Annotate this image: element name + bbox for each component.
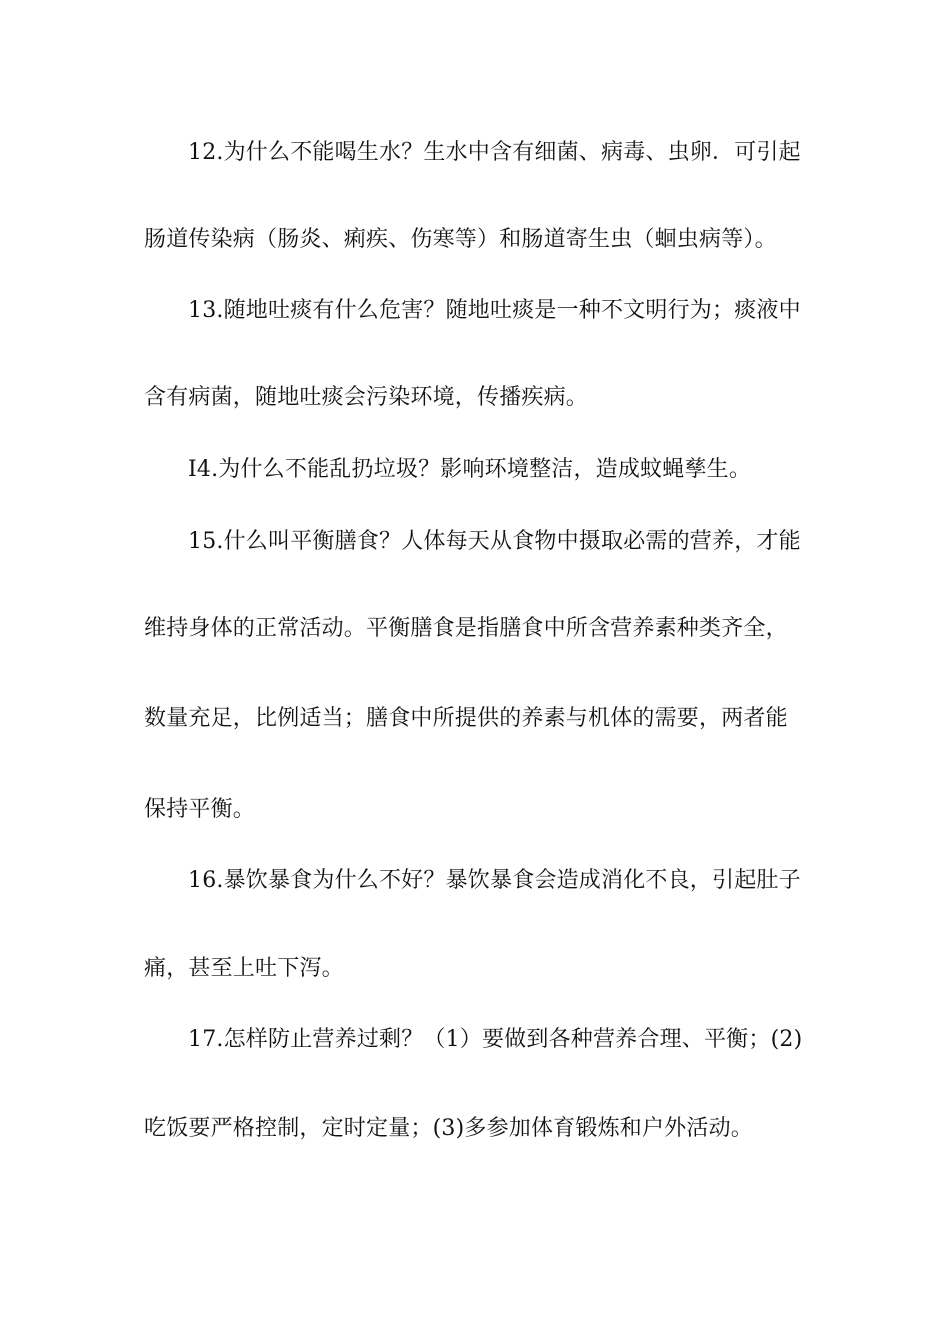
item-12-line-2: 肠道传染病（肠炎、痢疾、伤寒等）和肠道寄生虫（蛔虫病等）。 bbox=[144, 227, 777, 252]
item-17-line-1: 17.怎样防止营养过剩？（1）要做到各种营养合理、平衡；(2) bbox=[188, 1027, 803, 1052]
item-15-line-3: 数量充足，比例适当；膳食中所提供的养素与机体的需要，两者能 bbox=[144, 706, 788, 731]
item-15-line-1: 15.什么叫平衡膳食？人体每天从食物中摄取必需的营养，才能 bbox=[188, 529, 801, 554]
item-16-line-1: 16.暴饮暴食为什么不好？暴饮暴食会造成消化不良，引起肚子 bbox=[188, 868, 801, 893]
item-13-line-2: 含有病菌，随地吐痰会污染环境，传播疾病。 bbox=[144, 385, 589, 410]
item-12-line-1: 12.为什么不能喝生水？生水中含有细菌、病毒、虫卵．可引起 bbox=[188, 140, 801, 165]
item-15-line-2: 维持身体的正常活动。平衡膳食是指膳食中所含营养素种类齐全， bbox=[144, 616, 788, 641]
item-15-line-4: 保持平衡。 bbox=[144, 797, 256, 822]
item-13-line-1: 13.随地吐痰有什么危害？随地吐痰是一种不文明行为；痰液中 bbox=[188, 298, 801, 323]
item-14-line-1: I4.为什么不能乱扔垃圾？影响环境整洁，造成蚊蝇孳生。 bbox=[188, 457, 752, 482]
item-16-line-2: 痛，甚至上吐下泻。 bbox=[144, 956, 344, 981]
item-17-line-2: 吃饭要严格控制，定时定量；(3)多参加体育锻炼和户外活动。 bbox=[144, 1116, 753, 1141]
